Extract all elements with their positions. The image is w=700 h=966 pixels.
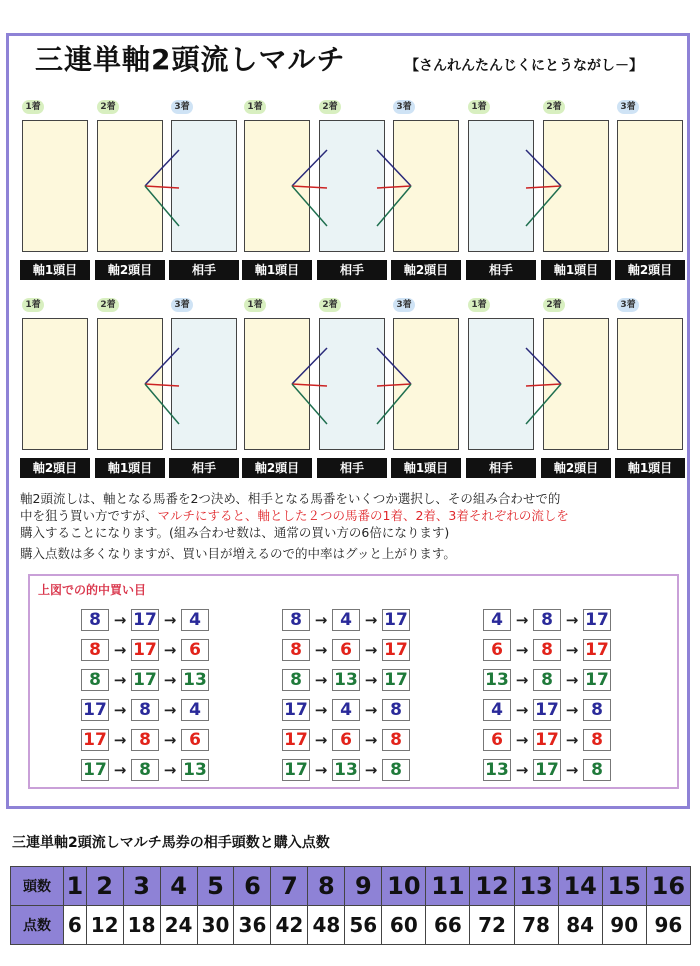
- head-count-cell: 3: [123, 867, 160, 906]
- head-count-cell: 6: [234, 867, 271, 906]
- values-row-label: 点数: [11, 906, 64, 945]
- horse-number-box: 17: [382, 639, 410, 661]
- points-table-values-row: [11, 906, 691, 945]
- horse-number-box: 6: [483, 729, 511, 751]
- position-badge: 3着: [171, 100, 193, 114]
- arrow-icon: →: [364, 731, 378, 749]
- points-count-cell: 12: [86, 906, 123, 945]
- horse-number-box: 6: [483, 639, 511, 661]
- horse-number-box: 8: [131, 729, 159, 751]
- position-badge: 3着: [171, 298, 193, 312]
- head-count-cell: 1: [64, 867, 87, 906]
- horse-number-box: 8: [533, 609, 561, 631]
- points-count-cell: 78: [514, 906, 558, 945]
- arrow-icon: →: [163, 731, 177, 749]
- horse-number-box: 8: [382, 759, 410, 781]
- hit-combination: [81, 729, 209, 751]
- role-label: 軸2頭目: [95, 260, 165, 280]
- position-badge: 2着: [319, 100, 341, 114]
- role-label: 相手: [317, 458, 387, 478]
- points-count-cell: 72: [470, 906, 514, 945]
- points-table-heads-row: [11, 867, 691, 906]
- diagram-panel: [468, 298, 684, 478]
- connector-lines: [468, 100, 684, 280]
- arrow-icon: →: [113, 641, 127, 659]
- hit-combination: [483, 639, 611, 661]
- horse-number-box: 8: [583, 699, 611, 721]
- arrow-icon: →: [113, 701, 127, 719]
- description-line-4: 購入点数は多くなりますが、買い目が増えるので的中率はグッと上がります。: [20, 546, 456, 561]
- description-line-2: [20, 507, 690, 525]
- points-count-cell: 90: [602, 906, 646, 945]
- horse-number-box: 4: [483, 609, 511, 631]
- position-badge: 2着: [543, 298, 565, 312]
- horse-number-box: 8: [131, 759, 159, 781]
- hit-combination: [282, 729, 410, 751]
- connector-lines: [244, 298, 460, 478]
- horse-number-box: 17: [382, 609, 410, 631]
- head-count-cell: 4: [160, 867, 197, 906]
- hit-combination: [81, 639, 209, 661]
- arrow-icon: →: [314, 671, 328, 689]
- hit-combination: [81, 609, 209, 631]
- horse-number-box: 8: [81, 639, 109, 661]
- arrow-icon: →: [364, 671, 378, 689]
- points-count-cell: 56: [345, 906, 382, 945]
- arrow-icon: →: [364, 761, 378, 779]
- hit-combination: [483, 609, 611, 631]
- points-count-cell: 18: [123, 906, 160, 945]
- description-line-2a: 中を狙う買い方ですが、: [20, 508, 158, 523]
- arrow-icon: →: [314, 611, 328, 629]
- horse-number-box: 13: [332, 759, 360, 781]
- arrow-icon: →: [314, 731, 328, 749]
- horse-number-box: 17: [583, 639, 611, 661]
- head-count-cell: 2: [86, 867, 123, 906]
- horse-number-box: 17: [282, 759, 310, 781]
- head-count-cell: 12: [470, 867, 514, 906]
- arrow-icon: →: [163, 761, 177, 779]
- arrow-icon: →: [113, 671, 127, 689]
- horse-number-box: 13: [181, 759, 209, 781]
- horse-number-box: 8: [533, 639, 561, 661]
- horse-number-box: 17: [131, 639, 159, 661]
- points-count-cell: 6: [64, 906, 87, 945]
- horse-number-box: 17: [81, 699, 109, 721]
- points-count-cell: 96: [646, 906, 690, 945]
- horse-number-box: 17: [131, 669, 159, 691]
- role-label: 軸1頭目: [95, 458, 165, 478]
- arrow-icon: →: [565, 731, 579, 749]
- hit-combination: [282, 669, 410, 691]
- points-table-title: 三連単軸2頭流しマルチ馬券の相手頭数と購入点数: [12, 835, 330, 851]
- horse-number-box: 13: [332, 669, 360, 691]
- arrow-icon: →: [113, 731, 127, 749]
- horse-number-box: 4: [181, 699, 209, 721]
- role-label: 相手: [169, 458, 239, 478]
- head-count-cell: 16: [646, 867, 690, 906]
- horse-number-box: 6: [181, 729, 209, 751]
- role-label: 軸1頭目: [391, 458, 461, 478]
- hit-combination: [282, 759, 410, 781]
- horse-number-box: 17: [81, 729, 109, 751]
- horse-number-box: 8: [583, 729, 611, 751]
- position-badge: 3着: [617, 298, 639, 312]
- position-badge: 1着: [468, 100, 490, 114]
- position-badge: 3着: [393, 298, 415, 312]
- role-label: 軸1頭目: [20, 260, 90, 280]
- role-label: 軸1頭目: [242, 260, 312, 280]
- horse-number-box: 8: [131, 699, 159, 721]
- arrow-icon: →: [515, 611, 529, 629]
- connector-lines: [22, 298, 238, 478]
- horse-number-box: 6: [332, 729, 360, 751]
- horse-number-box: 8: [583, 759, 611, 781]
- points-count-cell: 60: [382, 906, 426, 945]
- horse-number-box: 8: [282, 609, 310, 631]
- points-count-cell: 36: [234, 906, 271, 945]
- role-label: 軸1頭目: [541, 260, 611, 280]
- head-count-cell: 5: [197, 867, 234, 906]
- connector-lines: [22, 100, 238, 280]
- diagram-panel: [468, 100, 684, 280]
- hit-combination: [483, 669, 611, 691]
- position-badge: 1着: [244, 100, 266, 114]
- head-count-cell: 9: [345, 867, 382, 906]
- page-title: 三連単軸2頭流しマルチ: [35, 43, 346, 76]
- arrow-icon: →: [565, 611, 579, 629]
- points-count-cell: 30: [197, 906, 234, 945]
- points-count-cell: 48: [308, 906, 345, 945]
- horse-number-box: 17: [533, 699, 561, 721]
- position-badge: 1着: [244, 298, 266, 312]
- role-label: 相手: [317, 260, 387, 280]
- connector-lines: [468, 298, 684, 478]
- arrow-icon: →: [515, 641, 529, 659]
- position-badge: 3着: [617, 100, 639, 114]
- horse-number-box: 17: [533, 729, 561, 751]
- head-count-cell: 10: [382, 867, 426, 906]
- role-label: 相手: [466, 458, 536, 478]
- arrow-icon: →: [364, 701, 378, 719]
- description-line-3: 購入することになります。(組み合わせ数は、通常の買い方の6倍になります): [20, 525, 450, 540]
- arrow-icon: →: [565, 761, 579, 779]
- position-badge: 2着: [97, 298, 119, 312]
- description-line-1: 軸2頭流しは、軸となる馬番を2つ決め、相手となる馬番をいくつか選択し、その組み合わせで的: [20, 491, 561, 506]
- position-badge: 2着: [319, 298, 341, 312]
- arrow-icon: →: [314, 641, 328, 659]
- horse-number-box: 13: [483, 669, 511, 691]
- position-badge: 1着: [22, 298, 44, 312]
- arrow-icon: →: [515, 671, 529, 689]
- role-label: 軸2頭目: [20, 458, 90, 478]
- horse-number-box: 17: [583, 609, 611, 631]
- points-count-cell: 24: [160, 906, 197, 945]
- horse-number-box: 4: [332, 699, 360, 721]
- horse-number-box: 6: [332, 639, 360, 661]
- diagram-panel: [22, 298, 238, 478]
- heads-row-label: 頭数: [11, 867, 64, 906]
- arrow-icon: →: [314, 761, 328, 779]
- arrow-icon: →: [113, 761, 127, 779]
- horse-number-box: 6: [181, 639, 209, 661]
- role-label: 軸1頭目: [615, 458, 685, 478]
- points-count-cell: 84: [558, 906, 602, 945]
- diagram-panel: [244, 100, 460, 280]
- position-badge: 2着: [97, 100, 119, 114]
- horse-number-box: 17: [81, 759, 109, 781]
- horse-number-box: 17: [533, 759, 561, 781]
- head-count-cell: 7: [271, 867, 308, 906]
- horse-number-box: 4: [181, 609, 209, 631]
- arrow-icon: →: [163, 671, 177, 689]
- role-label: 軸2頭目: [242, 458, 312, 478]
- arrow-icon: →: [113, 611, 127, 629]
- role-label: 軸2頭目: [541, 458, 611, 478]
- page-title-reading: 【さんれんたんじくにとうながし－】: [405, 58, 643, 74]
- arrow-icon: →: [515, 701, 529, 719]
- hit-combination: [81, 699, 209, 721]
- diagram-panel: [244, 298, 460, 478]
- role-label: 相手: [466, 260, 536, 280]
- hit-combination: [282, 699, 410, 721]
- arrow-icon: →: [163, 611, 177, 629]
- horse-number-box: 8: [382, 699, 410, 721]
- horse-number-box: 13: [483, 759, 511, 781]
- hit-combination: [81, 759, 209, 781]
- points-count-cell: 66: [426, 906, 470, 945]
- position-badge: 2着: [543, 100, 565, 114]
- arrow-icon: →: [565, 671, 579, 689]
- horse-number-box: 8: [282, 639, 310, 661]
- head-count-cell: 8: [308, 867, 345, 906]
- role-label: 軸2頭目: [615, 260, 685, 280]
- horse-number-box: 8: [81, 609, 109, 631]
- hit-combination: [282, 639, 410, 661]
- head-count-cell: 14: [558, 867, 602, 906]
- arrow-icon: →: [515, 761, 529, 779]
- position-badge: 3着: [393, 100, 415, 114]
- hit-combination: [282, 609, 410, 631]
- horse-number-box: 17: [382, 669, 410, 691]
- horse-number-box: 4: [483, 699, 511, 721]
- horse-number-box: 4: [332, 609, 360, 631]
- role-label: 相手: [169, 260, 239, 280]
- points-count-cell: 42: [271, 906, 308, 945]
- arrow-icon: →: [364, 611, 378, 629]
- position-badge: 1着: [468, 298, 490, 312]
- horse-number-box: 17: [282, 699, 310, 721]
- horse-number-box: 17: [282, 729, 310, 751]
- arrow-icon: →: [314, 701, 328, 719]
- horse-number-box: 8: [282, 669, 310, 691]
- arrow-icon: →: [364, 641, 378, 659]
- horse-number-box: 8: [382, 729, 410, 751]
- hit-combination: [483, 729, 611, 751]
- description-line-2b: マルチにすると、軸とした２つの馬番の1着、2着、3着それぞれの流しを: [157, 508, 569, 523]
- diagram-panel: [22, 100, 238, 280]
- arrow-icon: →: [515, 731, 529, 749]
- head-count-cell: 11: [426, 867, 470, 906]
- horse-number-box: 17: [583, 669, 611, 691]
- connector-lines: [244, 100, 460, 280]
- horse-number-box: 8: [533, 669, 561, 691]
- arrow-icon: →: [565, 641, 579, 659]
- position-badge: 1着: [22, 100, 44, 114]
- hit-combination: [483, 699, 611, 721]
- arrow-icon: →: [163, 701, 177, 719]
- horse-number-box: 13: [181, 669, 209, 691]
- arrow-icon: →: [565, 701, 579, 719]
- role-label: 軸2頭目: [391, 260, 461, 280]
- horse-number-box: 8: [81, 669, 109, 691]
- head-count-cell: 13: [514, 867, 558, 906]
- hit-combination: [81, 669, 209, 691]
- head-count-cell: 15: [602, 867, 646, 906]
- points-table: [10, 866, 691, 945]
- hit-combination: [483, 759, 611, 781]
- arrow-icon: →: [163, 641, 177, 659]
- horse-number-box: 17: [131, 609, 159, 631]
- hit-combinations-title: 上図での的中買い目: [38, 583, 147, 597]
